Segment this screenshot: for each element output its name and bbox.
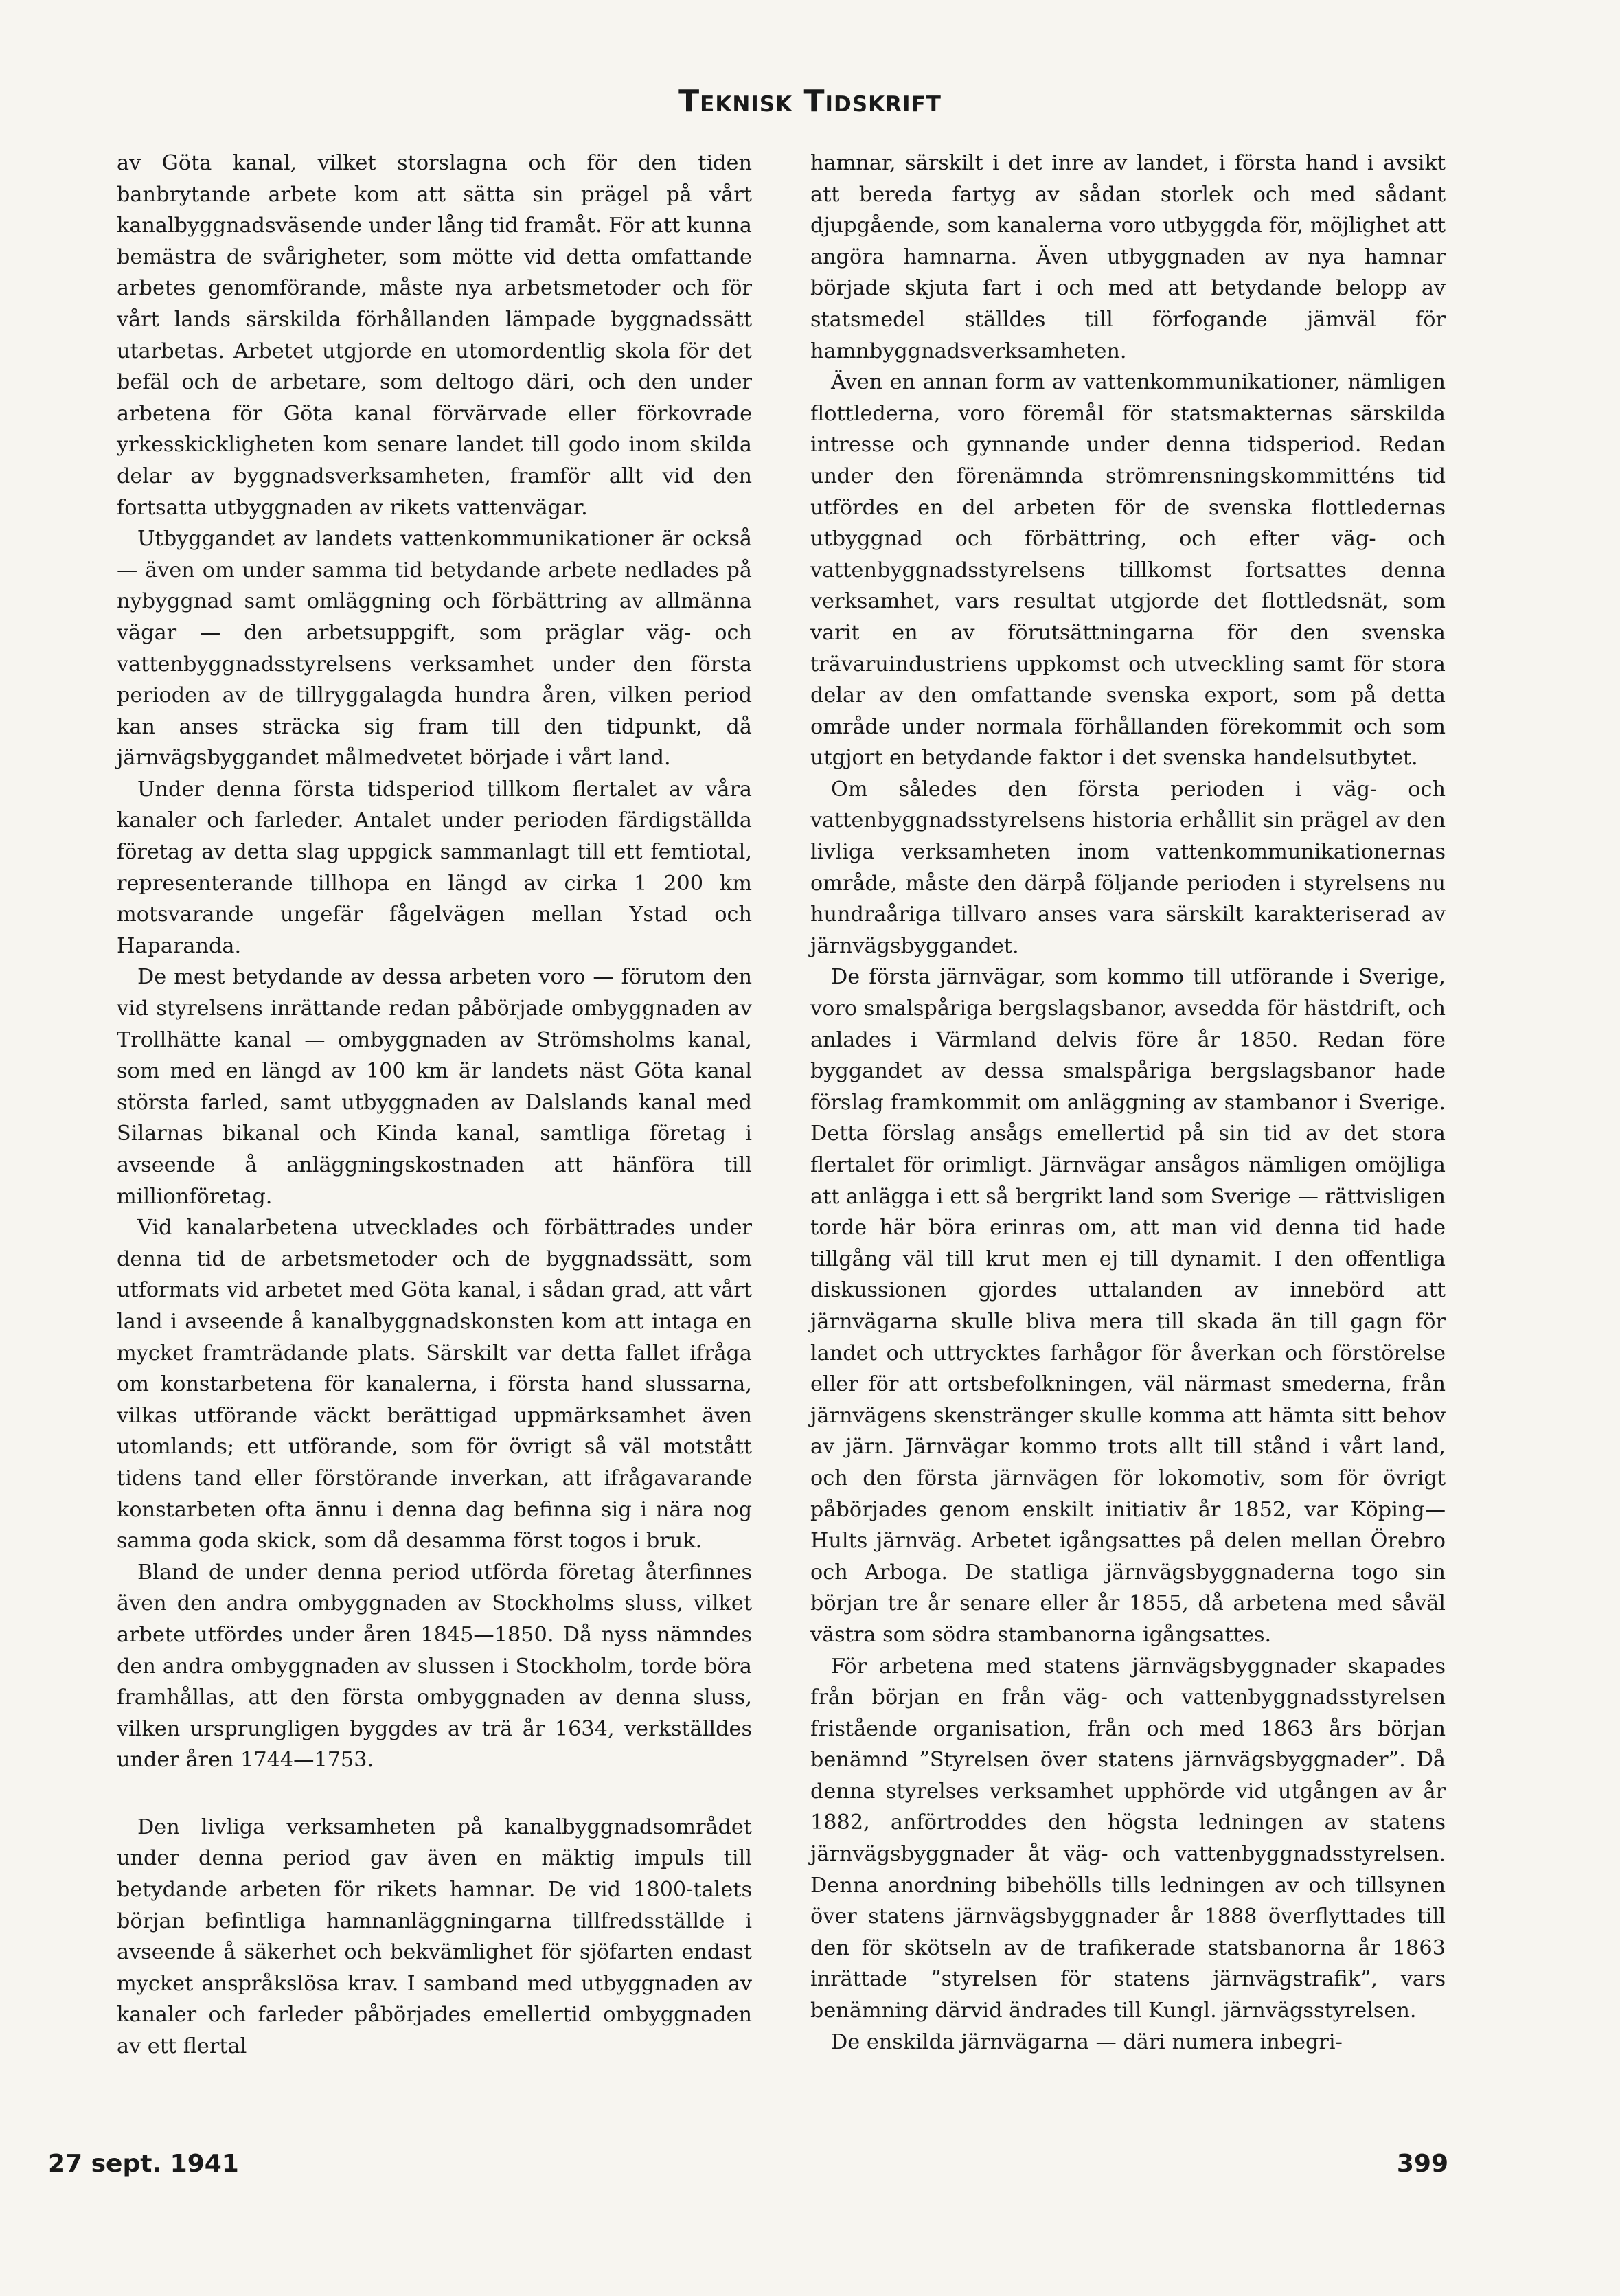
paragraph: Under denna första tidsperiod tillkom flertalet av våra kanaler och farleder. Antalet under perioden färdigställda företag av detta slag uppgick sammanlagt till ett femtiotal, representerande tillhopa en längd av cirka 1 200 km motsvarande ungefär fågelvägen mellan Ystad och Haparanda. (117, 777, 752, 958)
issue-date: 27 sept. 1941 (48, 2150, 239, 2178)
paragraph: Om således den första perioden i väg- och vattenbyggnadsstyrelsens historia erhållit sin prägel av den livliga verksamheten inom vattenkommunikationernas område, måste den därpå följande perioden i styrelsens nu hundraåriga tillvaro anses vara särskilt karakteriserad av järnvägsbyggandet. (810, 777, 1446, 958)
paragraph: Den livliga verksamheten på kanalbyggnadsområdet under denna period gav även en mäktig impuls till betydande arbeten för rikets hamnar. De vid 1800-talets början befintliga hamnanläggningarna tillfredsställde i avseende å säkerhet och bekvämlighet för sjöfarten endast mycket anspråkslösa krav. I samband med utbyggnaden av kanaler och farleder påbörjades emellertid ombyggnaden av ett flertal (117, 1815, 752, 2059)
paragraph: Bland de under denna period utförda företag återfinnes även den andra ombyggnaden av Stockholms sluss, vilket arbete utfördes under åren 1845—1850. Då nyss nämndes den andra ombyggnaden av slussen i Stockholm, torde böra framhållas, att den första ombyggnaden av denna sluss, vilken ursprungligen byggdes av trä år 1634, verkställdes under åren 1744—1753. (117, 1560, 752, 1773)
paragraph: Vid kanalarbetena utvecklades och förbättrades under denna tid de arbetsmetoder och de byggnadssätt, som utformats vid arbetet med Göta kanal, i sådan grad, att vårt land i avseende å kanalbyggnadskonsten kom att intaga en mycket framträdande plats. Särskilt var detta fallet ifråga om konstarbetena för kanalerna, i första hand slussarna, vilkas utförande väckt berättigad uppmärksamhet även utomlands; ett utförande, som för övrigt så väl motstått tidens tand eller förstörande inverkan, att ifrågavarande konstarbeten ofta ännu i denna dag befinna sig i nära nog samma goda skick, som då desamma först togos i bruk. (117, 1216, 752, 1554)
paragraph: De första järnvägar, som kommo till utförande i Sverige, voro smalspåriga bergslagsbanor, avsedda för hästdrift, och anlades i Värmland delvis före år 1850. Redan före byggandet av dessa smalspåriga bergslagsbanor hade förslag framkommit om anläggning av stambanor i Sverige. Detta förslag ansågs emellertid på sin tid av det stora flertalet för orimligt. Järnvägar ansågos nämligen omöjliga att anlägga i ett så bergrikt land som Sverige — rättvisligen torde här böra erinras om, att man vid denna tid hade tillgång väl till krut men ej till dynamit. I den offentliga diskussionen gjordes uttalanden av innebörd att järnvägarna skulle bliva mera till skada än till gagn för landet och uttrycktes farhågor för åverkan och förstörelse eller för att ortsbefolkningen, väl närmast smederna, från järnvägens skenstränger skulle komma att hämta sitt behov av järn. Järnvägar kommo trots allt till stånd i vårt land, och den första järnvägen för lokomotiv, som för övrigt påbörjades genom enskilt initiativ år 1852, var Köping—Hults järnväg. Arbetet igångsattes på delen mellan Örebro och Arboga. De statliga järnvägsbyggnaderna togo sin början tre år senare eller år 1855, då arbetena med såväl västra som södra stambanorna igångsattes. (810, 965, 1446, 1647)
journal-header: Teknisk Tidskrift (678, 84, 942, 119)
paragraph: Utbyggandet av landets vattenkommunikationer är också — även om under samma tid betydande arbete nedlades på nybyggnad samt omläggning och förbättring av allmänna vägar — den arbetsuppgift, som präglar väg- och vattenbyggnadsstyrelsens verksamhet under den första perioden av de tillryggalagda hundra åren, vilken period kan anses sträcka sig fram till den tidpunkt, då järnvägsbyggandet målmedvetet började i vårt land. (117, 527, 752, 771)
page-number: 399 (1396, 2150, 1448, 2178)
left-column (117, 148, 752, 2062)
paragraph: hamnar, särskilt i det inre av landet, i första hand i avsikt att bereda fartyg av sådan storlek och med sådant djupgående, som kanalerna voro utbyggda för, möjlighet att angöra hamnarna. Även utbyggnaden av nya hamnar började skjuta fart i och med att betydande belopp av statsmedel ställdes till förfogande jämväl för hamnbyggnadsverksamheten. (810, 151, 1446, 363)
paragraph: De mest betydande av dessa arbeten voro — förutom den vid styrelsens inrättande redan påbörjade ombyggnaden av Trollhätte kanal — ombyggnaden av Strömsholms kanal, som med en längd av 100 km är landets näst Göta kanal största farled, samt utbyggnaden av Dalslands kanal med Silarnas bikanal och Kinda kanal, samtliga företag i avseende å anläggningskostnaden att hänföra till millionföretag. (117, 965, 752, 1209)
paragraph: Även en annan form av vattenkommunikationer, nämligen flottlederna, voro föremål för statsmakternas särskilda intresse och gynnande under denna tidsperiod. Redan under den förenämnda strömrensningskommitténs tid utfördes en del arbeten för de svenska flottledernas utbyggnad och förbättring, och efter väg- och vattenbyggnadsstyrelsens tillkomst fortsattes denna verksamhet, vars resultat utgjorde det flottledsnät, som varit en av förutsättningarna för den svenska trävaruindustriens uppkomst och utveckling samt för stora delar av den omfattande svenska export, som på detta område under normala förhållanden förekommit och som utgjort en betydande faktor i det svenska handelsutbytet. (810, 370, 1446, 771)
right-column (810, 148, 1446, 2058)
paragraph: av Göta kanal, vilket storslagna och för den tiden banbrytande arbete kom att sätta sin prägel på vårt kanalbyggnadsväsende under lång tid framåt. För att kunna bemästra de svårigheter, som mötte vid detta omfattande arbetes genomförande, måste nya arbetsmetoder och för vårt lands särskilda förhållanden lämpade byggnadssätt utarbetas. Arbetet utgjorde en utomordentlig skola för det befäl och de arbetare, som deltogo däri, och den under arbetena för Göta kanal förvärvade eller förkovrade yrkesskickligheten kom senare landet till godo inom skilda delar av byggnadsverksamheten, framför allt vid den fortsatta utbyggnaden av rikets vattenvägar. (117, 151, 752, 520)
paragraph: De enskilda järnvägarna — däri numera inbegri- (831, 2030, 1343, 2054)
paragraph: För arbetena med statens järnvägsbyggnader skapades från början en från väg- och vattenbyggnadsstyrelsen fristående organisation, från och med 1863 års början benämnd ”Styrelsen över statens järnvägsbyggnader”. Då denna styrelses verksamhet upphörde vid utgången av år 1882, anförtroddes den högsta ledningen av statens järnvägsbyggnader åt väg- och vattenbyggnadsstyrelsen. Denna anordning bibehölls tills ledningen av och tillsynen över statens järnvägsbyggnader år 1888 överflyttades till den för skötseln av de trafikerade statsbanorna år 1863 inrättade ”styrelsen för statens järnvägstrafik”, vars benämning därvid ändrades till Kungl. järnvägsstyrelsen. (810, 1654, 1446, 2023)
